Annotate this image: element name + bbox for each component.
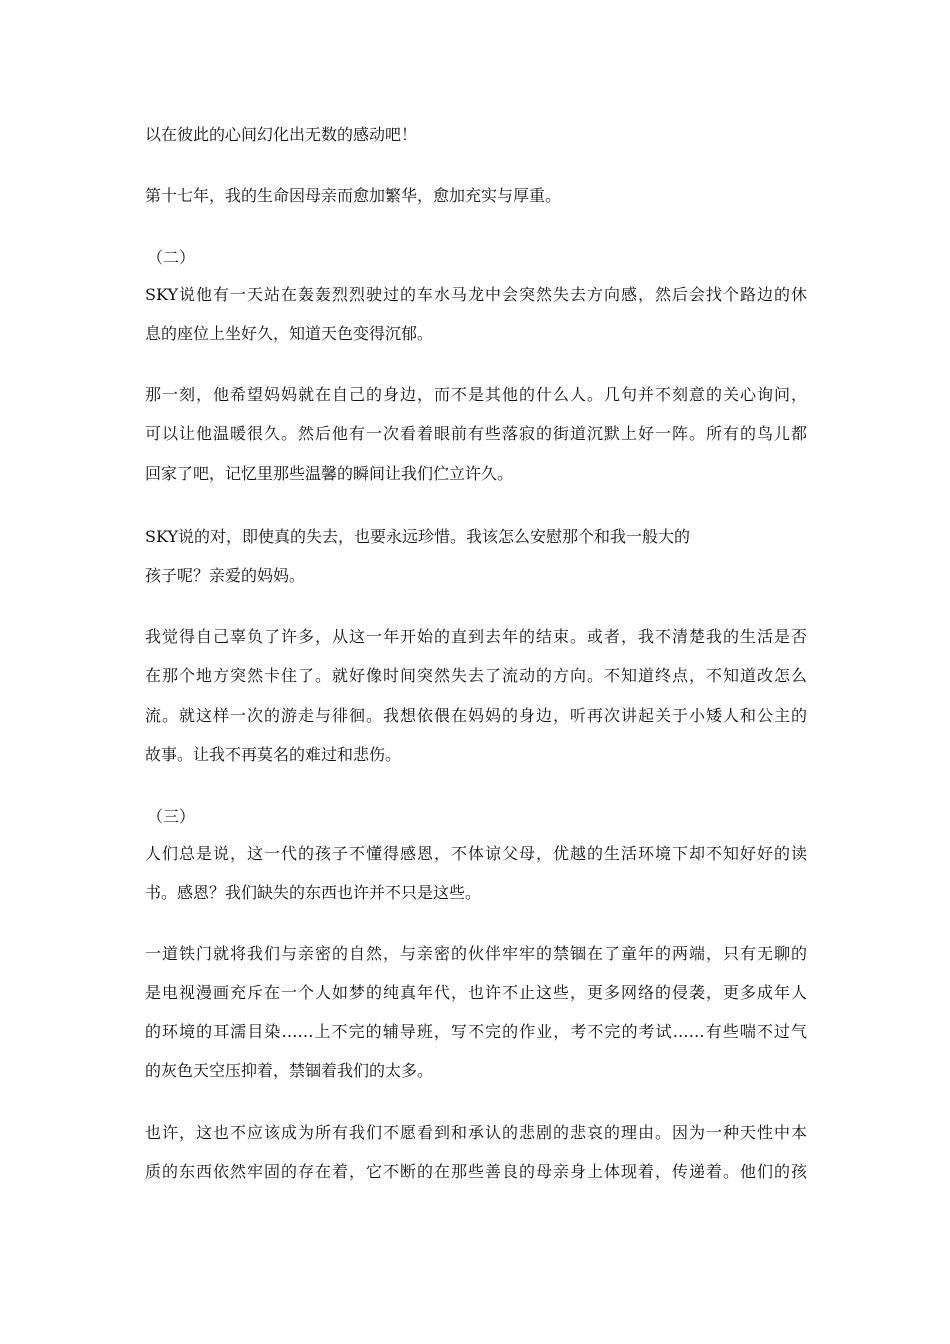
- text-line: 那一刻，他希望妈妈就在自己的身边，而不是其他的什么人。几句并不刻意的关心询问，: [145, 385, 807, 404]
- section-heading: （二）: [147, 248, 196, 267]
- text-line: SKY说的对，即使真的失去，也要永远珍惜。我该怎么安慰那个和我一般大的: [145, 527, 691, 546]
- text-line: 一道铁门就将我们与亲密的自然，与亲密的伙伴牢牢的禁锢在了童年的两端，只有无聊的: [145, 944, 807, 963]
- text-line: 书。感恩？我们缺失的东西也许并不只是这些。: [145, 883, 482, 902]
- text-line: 可以让他温暖很久。然后他有一次看着眼前有些落寂的街道沉默上好一阵。所有的鸟儿都: [145, 424, 807, 443]
- text-line: 也许，这也不应该成为所有我们不愿看到和承认的悲剧的悲哀的理由。因为一种天性中本: [145, 1123, 807, 1142]
- text-line: 的环境的耳濡目染……上不完的辅导班，写不完的作业，考不完的考试……有些喘不过气: [145, 1022, 807, 1041]
- text-line: 的灰色天空压抑着，禁锢着我们的太多。: [145, 1061, 434, 1080]
- text-line: 息的座位上坐好久，知道天色变得沉郁。: [145, 324, 434, 343]
- text-line: 在那个地方突然卡住了。就好像时间突然失去了流动的方向。不知道终点，不知道改怎么: [145, 666, 807, 685]
- text-line: 流。就这样一次的游走与徘徊。我想依偎在妈妈的身边，听再次讲起关于小矮人和公主的: [145, 706, 807, 725]
- text-line: 人们总是说，这一代的孩子不懂得感恩，不体谅父母，优越的生活环境下却不知好好的读: [145, 844, 807, 863]
- text-line: SKY说他有一天站在轰轰烈烈驶过的车水马龙中会突然失去方向感，然后会找个路边的休: [145, 285, 807, 304]
- text-line: 以在彼此的心间幻化出无数的感动吧！: [145, 125, 418, 144]
- text-line: 是电视漫画充斥在一个人如梦的纯真年代，也许不止这些，更多网络的侵袭，更多成年人: [145, 983, 807, 1002]
- text-line: 孩子呢？亲爱的妈妈。: [145, 566, 306, 585]
- text-line: 质的东西依然牢固的存在着，它不断的在那些善良的母亲身上体现着，传递着。他们的孩: [145, 1162, 807, 1181]
- text-line: 回家了吧，记忆里那些温馨的瞬间让我们伫立许久。: [145, 464, 514, 483]
- text-line: 我觉得自己辜负了许多，从这一年开始的直到去年的结束。或者，我不清楚我的生活是否: [145, 627, 807, 646]
- section-heading: （三）: [147, 807, 196, 826]
- text-line: 第十七年，我的生命因母亲而愈加繁华，愈加充实与厚重。: [145, 186, 562, 205]
- text-line: 故事。让我不再莫名的难过和悲伤。: [145, 745, 402, 764]
